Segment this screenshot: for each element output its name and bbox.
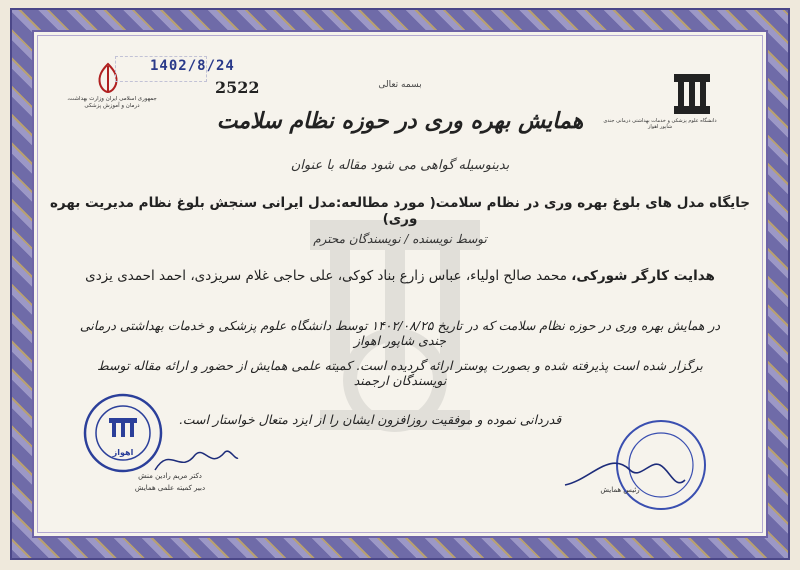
left-stamp-text: اهواز	[112, 448, 134, 457]
first-author: هدایت کارگر شورکی،	[571, 268, 715, 284]
body-line-3: قدردانی نموده و موفقیت روزافزون ایشان را از ایزد متعال خواستار است.	[178, 412, 562, 427]
right-signer-title: رئیس همایش	[600, 486, 640, 494]
article-title: جایگاه مدل های بلوغ بهره وری در نظام سلامت( مورد مطالعه:مدل ایرانی سنجش بلوغ نظام مدیریت بهره وری)	[49, 195, 751, 227]
intro-text: بدینوسیله گواهی می شود مقاله با عنوان	[290, 158, 510, 173]
certificate-title: همایش بهره وری در حوزه نظام سلامت	[216, 108, 584, 134]
handwritten-number: 2522	[215, 78, 260, 97]
body-line-2: برگزار شده است پذیرفته شده و بصورت پوستر ارائه گردیده است. کمیته علمی همایش از حضور و ارائه مقاله توسط نویسندگان ارجمند	[97, 358, 703, 388]
left-signer-name: دکتر مریم رادین منش	[138, 472, 202, 480]
bismillah: بسمه تعالی	[378, 80, 422, 90]
university-logo-icon	[672, 72, 712, 116]
by-line: توسط نویسنده / نویسندگان محترم	[313, 232, 487, 246]
authors-list	[60, 268, 740, 284]
right-logo-caption: دانشگاه علوم پزشکی و خدمات بهداشتی درمانی جندی شاپور اهواز	[603, 118, 717, 130]
other-authors: محمد صالح اولیاء، عباس زارع بناد کوکی، علی حاجی غلام سریزدی، احمد احمدی یزدی	[85, 268, 572, 284]
handwritten-date: 1402/8/24	[150, 58, 235, 74]
left-signer-title: دبیر کمیته علمی همایش	[134, 484, 206, 492]
left-logo-caption: جمهوری اسلامی ایران وزارت بهداشت، درمان و آموزش پزشکی	[67, 96, 157, 109]
body-line-1: در همایش بهره وری در حوزه نظام سلامت که در تاریخ ۱۴۰۲/۰۸/۲۵ توسط دانشگاه علوم پزشکی و خدمات بهداشتی درمانی جندی شاپور اهواز	[79, 318, 721, 348]
